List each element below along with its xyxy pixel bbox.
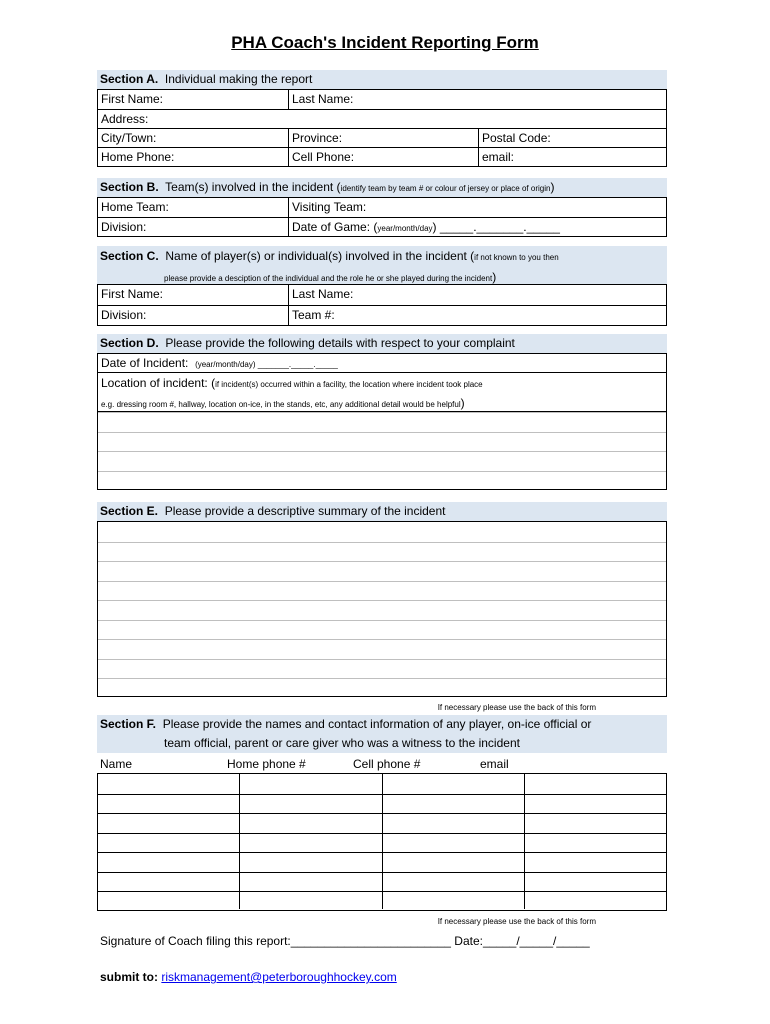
witness-col-email: email: [480, 757, 509, 771]
section-b-note: identify team by team # or colour of jersey or place of origin: [340, 184, 551, 193]
witness-cell[interactable]: [239, 873, 381, 892]
summary-line: [98, 678, 666, 695]
visiting-team-field[interactable]: Visiting Team:: [288, 198, 666, 217]
witness-cell[interactable]: [239, 853, 381, 872]
witness-cell[interactable]: [98, 892, 239, 909]
witness-row: [98, 891, 666, 909]
page-title: PHA Coach's Incident Reporting Form: [231, 33, 539, 52]
witness-row: [98, 813, 666, 833]
incident-location-note1: if incident(s) occurred within a facility, the location where incident took place: [215, 380, 483, 389]
submit-email-link[interactable]: riskmanagement@peterboroughhockey.com: [161, 970, 397, 984]
summary-line: [98, 600, 666, 620]
witness-table: [97, 773, 667, 911]
witness-cell[interactable]: [382, 814, 524, 833]
witness-cell[interactable]: [98, 873, 239, 892]
incident-location-label: Location of incident: (: [101, 376, 216, 390]
section-f-header: [97, 715, 667, 753]
witness-cell[interactable]: [98, 795, 239, 814]
witness-cell[interactable]: [524, 774, 666, 794]
section-f-heading-2: team official, parent or care giver who was a witness to the incident: [164, 736, 520, 750]
location-line-3[interactable]: [98, 451, 666, 471]
witness-row: [98, 774, 666, 794]
summary-box[interactable]: [97, 521, 667, 697]
section-d-label: Section D.: [100, 336, 159, 350]
section-a-label: Section A.: [100, 72, 159, 86]
section-d-header: [97, 334, 667, 353]
date-of-game-blank: ) _____._______._____: [432, 220, 560, 234]
date-of-game-format: year/month/day: [377, 224, 433, 233]
section-d-box: [97, 353, 667, 490]
witness-cell[interactable]: [98, 814, 239, 833]
location-line-1[interactable]: [98, 412, 666, 432]
witness-cell[interactable]: [524, 834, 666, 853]
incident-date-row[interactable]: [98, 354, 666, 373]
postal-code-field[interactable]: Postal Code:: [478, 129, 666, 147]
incident-location-close: ): [460, 396, 465, 410]
incident-date-label: Date of Incident:: [101, 356, 189, 370]
witness-cell[interactable]: [524, 892, 666, 909]
player-team-field[interactable]: Team #:: [288, 306, 666, 325]
witness-cell[interactable]: [524, 795, 666, 814]
witness-cell[interactable]: [524, 853, 666, 872]
witness-cell[interactable]: [239, 814, 381, 833]
player-last-name-field[interactable]: Last Name:: [288, 285, 666, 305]
signature-line[interactable]: Signature of Coach filing this report:________________________ Date:_____/_____/_____: [100, 934, 590, 948]
cell-phone-field[interactable]: Cell Phone:: [288, 148, 478, 166]
summary-line: [98, 620, 666, 640]
witness-col-cell-phone: Cell phone #: [353, 757, 421, 771]
section-f-heading-1: Please provide the names and contact information of any player, on-ice official or: [162, 717, 592, 731]
province-field[interactable]: Province:: [288, 129, 478, 147]
section-c-label: Section C.: [100, 249, 159, 263]
witness-col-home-phone: Home phone #: [227, 757, 306, 771]
section-c-header: [97, 246, 667, 284]
address-field[interactable]: Address:: [101, 112, 149, 126]
section-e-heading: Please provide a descriptive summary of the incident: [164, 504, 446, 518]
section-b-close: ): [550, 180, 555, 194]
witness-cell[interactable]: [524, 814, 666, 833]
section-b-grid: [97, 197, 667, 237]
witness-cell[interactable]: [239, 795, 381, 814]
player-division-field[interactable]: Division:: [101, 308, 147, 322]
section-d-heading: Please provide the following details with respect to your complaint: [165, 336, 515, 350]
witness-cell[interactable]: [382, 774, 524, 794]
section-b-label: Section B.: [100, 180, 159, 194]
witness-cell[interactable]: [98, 774, 239, 794]
section-a-header: [97, 70, 667, 89]
witness-cell[interactable]: [98, 853, 239, 872]
section-c-heading: Name of player(s) or individual(s) involved in the incident (: [165, 249, 475, 263]
section-c-close: ): [492, 270, 497, 284]
division-field[interactable]: Division:: [101, 220, 147, 234]
witness-cell[interactable]: [382, 892, 524, 909]
home-phone-field[interactable]: Home Phone:: [101, 150, 175, 164]
first-name-field[interactable]: First Name:: [101, 92, 164, 106]
summary-line: [98, 522, 666, 542]
location-line-4[interactable]: [98, 471, 666, 488]
summary-line: [98, 639, 666, 659]
section-c-note2: please provide a desciption of the individual and the role he or she played during the incident: [164, 274, 493, 283]
player-first-name-field[interactable]: First Name:: [101, 287, 164, 301]
witness-cell[interactable]: [524, 873, 666, 892]
witness-cell[interactable]: [239, 892, 381, 909]
summary-line: [98, 581, 666, 601]
witness-cell[interactable]: [382, 834, 524, 853]
incident-date-format: (year/month/day) _______._____._____: [195, 360, 338, 369]
location-line-2[interactable]: [98, 432, 666, 452]
witness-cell[interactable]: [382, 853, 524, 872]
witness-cell[interactable]: [98, 834, 239, 853]
section-a-grid: [97, 89, 667, 167]
summary-line: [98, 659, 666, 679]
section-c-grid: [97, 284, 667, 326]
date-of-game-label: Date of Game: (: [292, 220, 378, 234]
witness-row: [98, 872, 666, 892]
summary-line: [98, 561, 666, 581]
section-f-label: Section F.: [100, 717, 157, 731]
section-b-heading: Team(s) involved in the incident (: [165, 180, 341, 194]
incident-location-note2: e.g. dressing room #, hallway, location on-ice, in the stands, etc, any additional detail would be helpful: [101, 400, 461, 409]
section-e-header: [97, 502, 667, 521]
witness-cell[interactable]: [239, 774, 381, 794]
submit-line: [100, 970, 397, 984]
incident-location-row[interactable]: [98, 373, 666, 412]
city-field[interactable]: City/Town:: [101, 131, 157, 145]
witness-row: [98, 852, 666, 872]
witness-row: [98, 794, 666, 814]
date-of-game-field[interactable]: [288, 218, 666, 236]
summary-line: [98, 542, 666, 562]
last-name-field[interactable]: Last Name:: [288, 90, 666, 109]
witness-cell[interactable]: [239, 834, 381, 853]
section-c-note1: if not known to you then: [474, 253, 559, 262]
submit-label: submit to:: [100, 970, 158, 984]
witness-col-name: Name: [100, 757, 133, 771]
section-e-label: Section E.: [100, 504, 159, 518]
witness-cell[interactable]: [382, 873, 524, 892]
witness-cell[interactable]: [382, 795, 524, 814]
section-b-header: [97, 178, 667, 197]
witness-row: [98, 833, 666, 853]
back-of-form-note-e: If necessary please use the back of this form: [437, 703, 596, 712]
home-team-field[interactable]: Home Team:: [101, 200, 169, 214]
email-field[interactable]: email:: [478, 148, 666, 166]
back-of-form-note-f: If necessary please use the back of this form: [437, 917, 596, 926]
section-a-heading: Individual making the report: [164, 72, 313, 86]
